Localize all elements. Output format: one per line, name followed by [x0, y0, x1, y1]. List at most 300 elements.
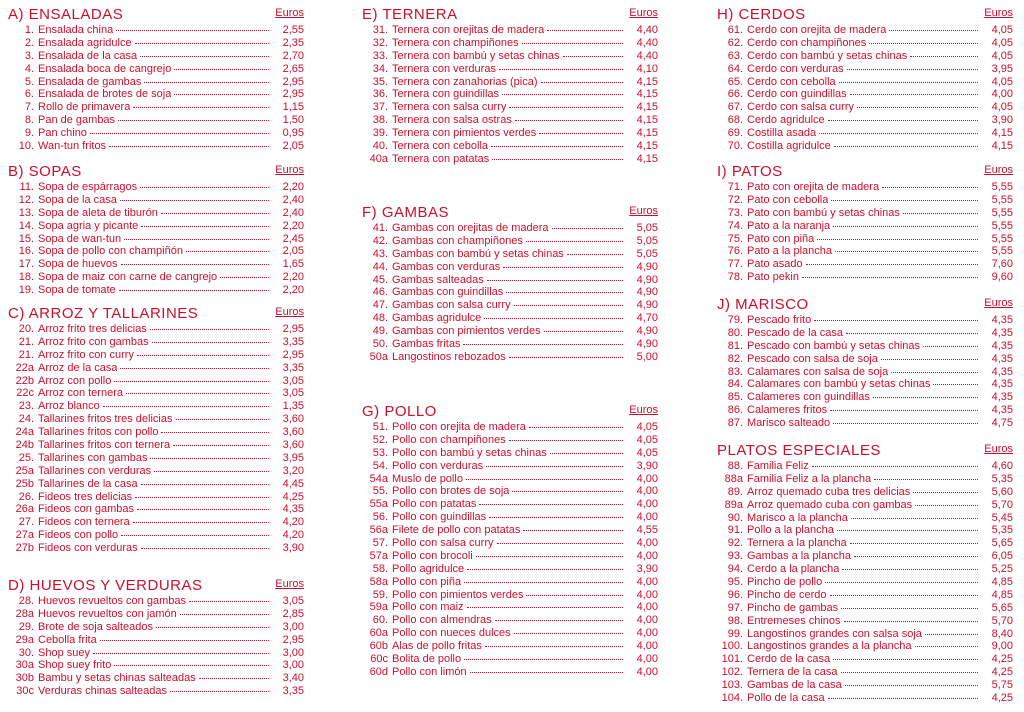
dot-leader: [150, 458, 269, 459]
menu-item: [717, 589, 1017, 602]
dot-leader: [526, 241, 623, 242]
item-number: 69.: [727, 127, 743, 140]
item-name: Cerdo de la casa: [747, 653, 831, 666]
item-price: 4,35: [991, 365, 1013, 378]
item-name: Cerdo con guindillas: [747, 88, 847, 101]
item-number: 98.: [727, 614, 743, 627]
item-number: 102.: [721, 666, 743, 679]
item-price: 4,00: [636, 549, 658, 562]
item-number: 18.: [18, 271, 34, 284]
item-price: 4,05: [636, 421, 658, 433]
item-name: Pollo con patatas: [392, 498, 477, 511]
item-name: Pato pekin: [747, 271, 799, 284]
section-title: E) TERNERA: [362, 6, 458, 23]
item-number: 67.: [727, 101, 743, 114]
item-name: Tallarines fritos con ternera: [38, 439, 171, 452]
item-price: 3,35: [282, 685, 304, 698]
item-name: Cerdo con verduras: [747, 62, 844, 75]
item-price: 4,35: [991, 352, 1013, 365]
item-name: Ternera a la plancha: [747, 537, 847, 550]
item-name: Ensalada china: [38, 24, 114, 36]
item-number: 1.: [24, 24, 34, 36]
item-number: 56a: [369, 524, 388, 537]
item-name: Ternera con champiñones: [392, 36, 519, 49]
menu-item: [8, 491, 308, 504]
euros-label: Euros: [629, 7, 658, 19]
dot-leader: [492, 159, 623, 160]
item-name: Huevos revueltos con gambas: [38, 595, 186, 607]
menu-item: [8, 542, 308, 555]
item-name: Pollo con brocoli: [392, 549, 473, 562]
menu-item: [362, 589, 662, 602]
menu-item: [362, 286, 662, 299]
item-number: 38.: [372, 114, 388, 127]
dot-leader: [854, 556, 978, 557]
item-price: 4,15: [636, 152, 658, 165]
menu-item: [8, 529, 308, 542]
item-name: Fideos con gambas: [38, 503, 134, 516]
menu-item: [8, 76, 308, 89]
item-price: 4,35: [991, 378, 1013, 391]
euros-label: Euros: [629, 404, 658, 416]
dot-leader: [833, 659, 978, 660]
item-price: 3,00: [282, 620, 304, 633]
menu-item: [8, 284, 308, 297]
menu-item: [717, 63, 1017, 76]
item-number: 25.: [18, 451, 34, 464]
item-price: 3,05: [282, 374, 304, 387]
item-name: Pato con piña: [747, 232, 815, 245]
menu-item: [8, 50, 308, 63]
item-price: 4,00: [636, 485, 658, 498]
menu-item: [362, 261, 662, 274]
item-number: 91.: [727, 524, 743, 537]
item-number: 77.: [727, 258, 743, 271]
menu-item: [717, 391, 1017, 404]
dot-leader: [156, 627, 269, 628]
menu-item: [717, 76, 1017, 89]
item-number: 4.: [24, 62, 34, 75]
item-name: Pollo con bambú y setas chinas: [392, 446, 547, 459]
dot-leader: [514, 305, 623, 306]
item-name: Pincho de cerdo: [747, 588, 827, 601]
item-name: Sopa de maiz con carne de cangrejo: [38, 271, 218, 284]
dot-leader: [503, 267, 623, 268]
item-name: Gambas agridulce: [392, 312, 482, 325]
menu-item: [717, 194, 1017, 207]
item-price: 3,90: [636, 459, 658, 472]
item-name: Arroz de la casa: [38, 361, 118, 374]
menu-item: [8, 181, 308, 194]
item-price: 4,40: [636, 36, 658, 49]
dot-leader: [512, 491, 623, 492]
dot-leader: [526, 595, 623, 596]
dot-leader: [180, 614, 269, 615]
item-name: Ternera con patatas: [392, 152, 490, 165]
item-price: 4,15: [636, 127, 658, 140]
dot-leader: [114, 665, 269, 666]
item-price: 4,00: [636, 537, 658, 550]
menu-item: [8, 140, 308, 153]
section-header: [717, 296, 1017, 314]
item-name: Calameres fritos: [747, 404, 828, 417]
item-name: Pincho de pollo: [747, 576, 823, 589]
item-price: 4,15: [991, 127, 1013, 140]
item-name: Pollo con salsa curry: [392, 537, 494, 550]
item-number: 63.: [727, 49, 743, 62]
dot-leader: [812, 466, 978, 467]
item-name: Pollo con brotes de soja: [392, 485, 510, 498]
dot-leader: [933, 384, 978, 385]
item-number: 103.: [721, 679, 743, 692]
item-number: 25b: [15, 477, 34, 490]
item-price: 4,15: [636, 140, 658, 153]
menu-section-b-sopas: [8, 163, 308, 297]
item-number: 60.: [372, 614, 388, 627]
item-price: 3,90: [991, 114, 1013, 127]
item-price: 4,00: [636, 665, 658, 678]
item-number: 52.: [372, 433, 388, 446]
item-price: 3,00: [282, 659, 304, 672]
item-price: 2,05: [282, 140, 304, 153]
item-number: 58.: [372, 562, 388, 575]
item-number: 94.: [727, 563, 743, 576]
menu-item: [8, 426, 308, 439]
dot-leader: [189, 601, 269, 602]
menu-item: [8, 220, 308, 233]
menu-item: [8, 233, 308, 246]
menu-item: [717, 602, 1017, 615]
menu-item: [362, 235, 662, 248]
item-name: Gambas de la casa: [747, 679, 842, 692]
item-price: 2,35: [282, 36, 304, 49]
item-price: 4,05: [991, 101, 1013, 114]
dot-leader: [882, 187, 978, 188]
item-number: 59.: [372, 588, 388, 601]
dot-leader: [839, 82, 978, 83]
item-number: 11.: [19, 181, 34, 193]
dot-leader: [857, 107, 978, 108]
item-number: 42.: [372, 234, 388, 247]
item-price: 5,55: [991, 232, 1013, 245]
menu-section-h-cerdos: [717, 6, 1017, 153]
item-number: 30.: [18, 646, 34, 659]
item-price: 4,90: [636, 325, 658, 338]
item-number: 14.: [18, 219, 34, 232]
euros-label: Euros: [275, 306, 304, 318]
dot-leader: [476, 556, 623, 557]
section-header: [8, 163, 308, 181]
item-price: 4,00: [991, 88, 1013, 101]
item-number: 20.: [18, 323, 34, 335]
dot-leader: [161, 432, 269, 433]
menu-item: [362, 351, 662, 364]
menu-item: [8, 349, 308, 362]
item-name: Sopa de tomate: [38, 284, 116, 297]
item-number: 40a: [369, 152, 388, 165]
item-number: 12.: [18, 193, 34, 206]
menu-item: [362, 37, 662, 50]
item-price: 2,85: [282, 607, 304, 620]
item-number: 37.: [372, 101, 388, 114]
item-price: 2,20: [282, 181, 304, 193]
item-price: 5,05: [636, 222, 658, 234]
item-name: Ternera con pimientos verdes: [392, 127, 537, 140]
item-price: 4,10: [636, 62, 658, 75]
menu-item: [8, 207, 308, 220]
item-name: Pincho de gambas: [747, 601, 839, 614]
item-name: Pollo de la casa: [747, 692, 825, 705]
item-price: 7,60: [991, 258, 1013, 271]
dot-leader: [150, 329, 269, 330]
item-price: 4,90: [636, 260, 658, 273]
menu-item: [362, 524, 662, 537]
dot-leader: [174, 69, 269, 70]
dot-leader: [910, 56, 978, 57]
item-price: 4,90: [636, 273, 658, 286]
section-header: [8, 577, 308, 595]
dot-leader: [563, 56, 623, 57]
item-name: Pollo con guindillas: [392, 511, 487, 524]
item-price: 5,25: [991, 563, 1013, 576]
menu-item: [717, 353, 1017, 366]
dot-leader: [841, 672, 979, 673]
euros-label: Euros: [984, 164, 1013, 176]
menu-item: [8, 63, 308, 76]
item-price: 3,90: [636, 562, 658, 575]
menu-item: [8, 245, 308, 258]
dot-leader: [830, 595, 979, 596]
dot-leader: [499, 69, 623, 70]
menu-item: [362, 434, 662, 447]
dot-leader: [486, 466, 623, 467]
dot-leader: [126, 393, 269, 394]
item-number: 47.: [372, 299, 388, 312]
dot-leader: [842, 569, 978, 570]
menu-item: [717, 692, 1017, 705]
item-number: 40.: [372, 140, 388, 153]
menu-item: [8, 387, 308, 400]
menu-item: [362, 460, 662, 473]
item-price: 3,35: [282, 335, 304, 348]
item-number: 25a: [15, 464, 34, 477]
dot-leader: [467, 569, 623, 570]
item-price: 4,00: [636, 472, 658, 485]
dot-leader: [891, 372, 978, 373]
menu-item: [8, 375, 308, 388]
item-number: 35.: [372, 75, 388, 88]
menu-item: [8, 685, 308, 698]
item-price: 5,70: [991, 498, 1013, 511]
menu-item: [717, 378, 1017, 391]
dot-leader: [133, 107, 269, 108]
item-price: 4,20: [282, 516, 304, 529]
dot-leader: [467, 607, 623, 608]
item-price: 4,35: [991, 326, 1013, 339]
dot-leader: [828, 698, 978, 699]
section-title: A) ENSALADAS: [8, 6, 124, 23]
item-name: Cerdo con bambú y setas chinas: [747, 49, 908, 62]
dot-leader: [93, 653, 269, 654]
menu-section-g-pollo: [362, 403, 662, 679]
item-price: 4,00: [636, 640, 658, 653]
item-number: 54.: [372, 459, 388, 472]
menu-item: [717, 576, 1017, 589]
item-price: 4,40: [636, 49, 658, 62]
item-name: Sopa de pollo con champiñón: [38, 245, 183, 258]
item-name: Costilla asada: [747, 127, 817, 140]
menu-item: [717, 473, 1017, 486]
dot-leader: [514, 633, 623, 634]
dot-leader: [506, 292, 623, 293]
item-number: 6.: [24, 88, 34, 101]
dot-leader: [509, 357, 623, 358]
dot-leader: [841, 608, 978, 609]
item-number: 19.: [18, 284, 34, 297]
item-name: Sopa de huevos: [38, 258, 118, 271]
dot-leader: [152, 342, 269, 343]
item-price: 4,05: [991, 24, 1013, 36]
item-number: 13.: [18, 206, 34, 219]
item-number: 3.: [24, 49, 34, 62]
menu-item: [362, 248, 662, 261]
item-number: 30a: [15, 659, 34, 672]
menu-item: [8, 88, 308, 101]
dot-leader: [833, 423, 978, 424]
item-name: Ternera con salsa ostras: [392, 114, 512, 127]
item-name: Arroz frito con gambas: [38, 335, 149, 348]
dot-leader: [186, 251, 269, 252]
menu-item: [8, 271, 308, 284]
menu-item: [717, 245, 1017, 258]
euros-label: Euros: [984, 443, 1013, 455]
item-number: 73.: [727, 206, 743, 219]
item-name: Rollo de primavera: [38, 101, 131, 114]
item-price: 2,65: [282, 62, 304, 75]
item-price: 4,45: [282, 477, 304, 490]
section-title: D) HUEVOS Y VERDURAS: [8, 577, 203, 594]
item-price: 4,05: [991, 75, 1013, 88]
item-number: 99.: [727, 627, 743, 640]
menu-item: [362, 601, 662, 614]
item-name: Tallarines con verduras: [38, 464, 152, 477]
item-price: 5,55: [991, 219, 1013, 232]
item-price: 3,95: [282, 451, 304, 464]
item-number: 84.: [727, 378, 743, 391]
item-price: 5,55: [991, 245, 1013, 258]
menu-item: [717, 88, 1017, 101]
item-number: 57.: [372, 537, 388, 550]
dot-leader: [470, 672, 623, 673]
item-number: 27b: [15, 542, 34, 555]
menu-item: [717, 207, 1017, 220]
dot-leader: [118, 120, 269, 121]
menu-item: [362, 550, 662, 563]
item-name: Marisco a la plancha: [747, 511, 848, 524]
item-price: 4,40: [636, 24, 658, 36]
dot-leader: [479, 504, 623, 505]
dot-leader: [547, 30, 623, 31]
item-price: 4,00: [636, 575, 658, 588]
dot-leader: [802, 277, 978, 278]
item-number: 96.: [727, 588, 743, 601]
item-name: Gambas salteadas: [392, 273, 484, 286]
menu-item: [717, 550, 1017, 563]
item-price: 4,25: [991, 666, 1013, 679]
item-price: 2,55: [282, 24, 304, 36]
euros-label: Euros: [984, 297, 1013, 309]
menu-item: [8, 400, 308, 413]
item-price: 2,20: [282, 271, 304, 284]
item-number: 60d: [369, 665, 388, 678]
euros-label: Euros: [984, 7, 1013, 19]
item-number: 64.: [727, 62, 743, 75]
menu-item: [717, 314, 1017, 327]
item-name: Pescado de la casa: [747, 326, 844, 339]
item-name: Familia Feliz a la plancha: [747, 472, 872, 485]
item-number: 29a: [15, 633, 34, 646]
item-number: 28.: [18, 595, 34, 607]
menu-item: [717, 220, 1017, 233]
section-header: [362, 204, 662, 222]
menu-item: [362, 537, 662, 550]
menu-item: [362, 114, 662, 127]
item-number: 24b: [15, 439, 34, 452]
item-name: Pollo con champiñones: [392, 433, 506, 446]
item-number: 66.: [727, 88, 743, 101]
item-number: 32.: [372, 36, 388, 49]
item-name: Calamares con bambú y setas chinas: [747, 378, 931, 391]
section-title: J) MARISCO: [717, 296, 809, 313]
menu-item: [362, 88, 662, 101]
item-price: 4,05: [991, 36, 1013, 49]
dot-leader: [109, 146, 269, 147]
menu-item: [717, 340, 1017, 353]
menu-item: [717, 233, 1017, 246]
item-price: 4,05: [636, 446, 658, 459]
item-number: 56.: [372, 511, 388, 524]
item-number: 48.: [372, 312, 388, 325]
menu-item: [362, 325, 662, 338]
item-number: 45.: [372, 273, 388, 286]
menu-item: [717, 628, 1017, 641]
item-price: 4,00: [636, 653, 658, 666]
item-name: Sopa de wan-tun: [38, 232, 122, 245]
item-number: 21.: [18, 348, 34, 361]
menu-item: [717, 653, 1017, 666]
item-name: Gambas con pimientos verdes: [392, 325, 541, 338]
item-number: 83.: [727, 365, 743, 378]
item-name: Arroz quemado cuba tres delicias: [747, 485, 911, 498]
menu-item: [717, 537, 1017, 550]
item-name: Ternera con verduras: [392, 62, 496, 75]
item-price: 4,15: [636, 75, 658, 88]
dot-leader: [846, 333, 978, 334]
item-number: 81.: [727, 339, 743, 352]
menu-item: [717, 37, 1017, 50]
item-price: 4,15: [991, 140, 1013, 153]
menu-item: [717, 24, 1017, 37]
menu-item: [717, 666, 1017, 679]
item-number: 86.: [727, 404, 743, 417]
dot-leader: [523, 530, 623, 531]
item-price: 3,60: [282, 413, 304, 426]
menu-item: [8, 258, 308, 271]
item-number: 76.: [727, 245, 743, 258]
item-name: Langostinos grandes con salsa soja: [747, 627, 922, 640]
dot-leader: [120, 368, 269, 369]
dot-leader: [806, 264, 978, 265]
